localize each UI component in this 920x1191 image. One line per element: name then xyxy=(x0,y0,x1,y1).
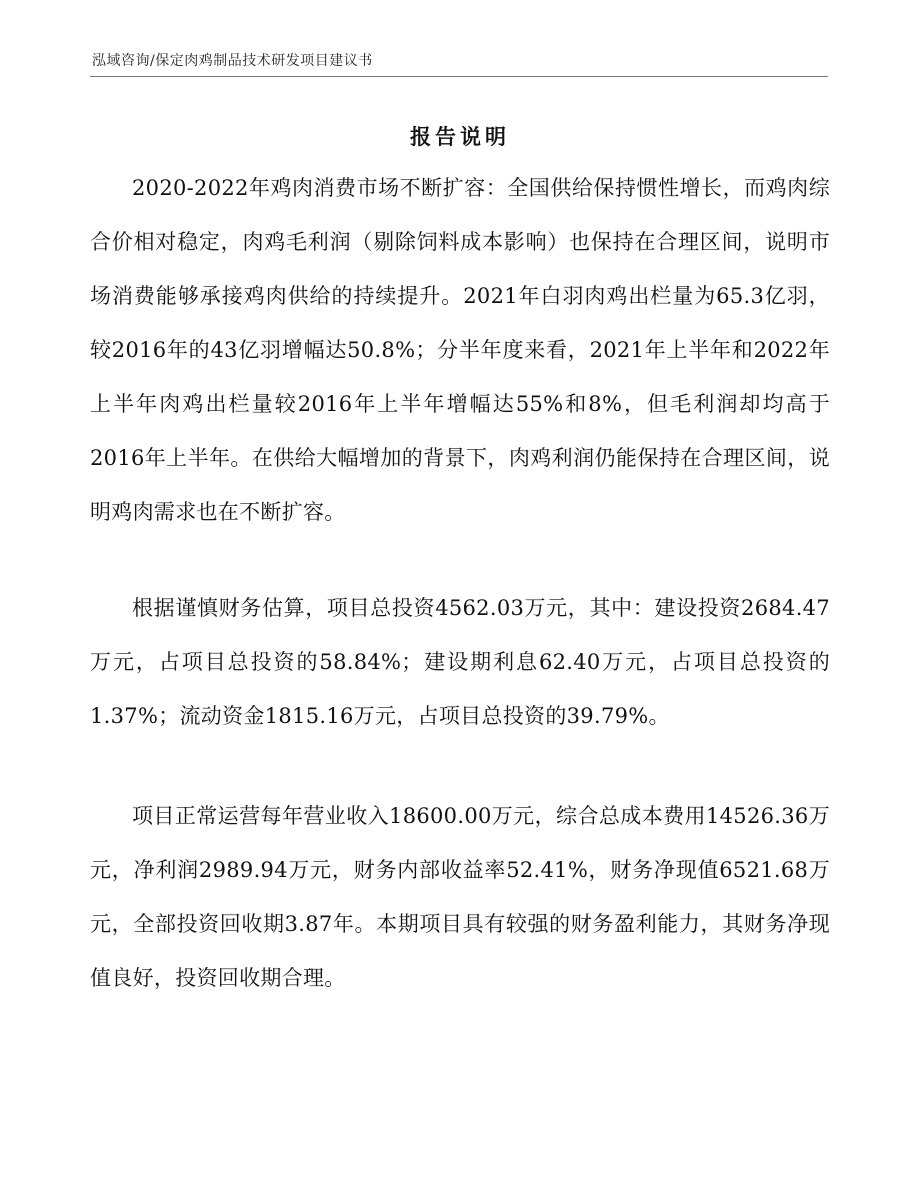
header-divider xyxy=(90,76,828,77)
body-paragraph-investment: 根据谨慎财务估算，项目总投资4562.03万元，其中：建设投资2684.47万元，占项目总投资的58.84%；建设期利息62.40万元，占项目总投资的1.37%；流动资金1815.16万元，占项目总投资的39.79%。 xyxy=(90,596,830,728)
page-title: 报告说明 xyxy=(410,124,510,149)
body-paragraph-revenue: 项目正常运营每年营业收入18600.00万元，综合总成本费用14526.36万元，净利润2989.94万元，财务内部收益率52.41%，财务净现值6521.68万元，全部投资回收期3.87年。本期项目具有较强的财务盈利能力，其财务净现值良好，投资回收期合理。 xyxy=(90,804,830,990)
running-header: 泓域咨询/保定肉鸡制品技术研发项目建议书 xyxy=(92,53,373,69)
body-paragraph-market: 2020-2022年鸡肉消费市场不断扩容：全国供给保持惯性增长，而鸡肉综合价相对稳定，肉鸡毛利润（剔除饲料成本影响）也保持在合理区间，说明市场消费能够承接鸡肉供给的持续提升。2021年白羽肉鸡出栏量为65.3亿羽，较2016年的43亿羽增幅达50.8%；分半年度来看，2021年上半年和2022年上半年肉鸡出栏量较2016年上半年增幅达55%和8%，但毛利润却均高于2016年上半年。在供给大幅增加的背景下，肉鸡利润仍能保持在合理区间，说明鸡肉需求也在不断扩容。 xyxy=(90,176,830,524)
